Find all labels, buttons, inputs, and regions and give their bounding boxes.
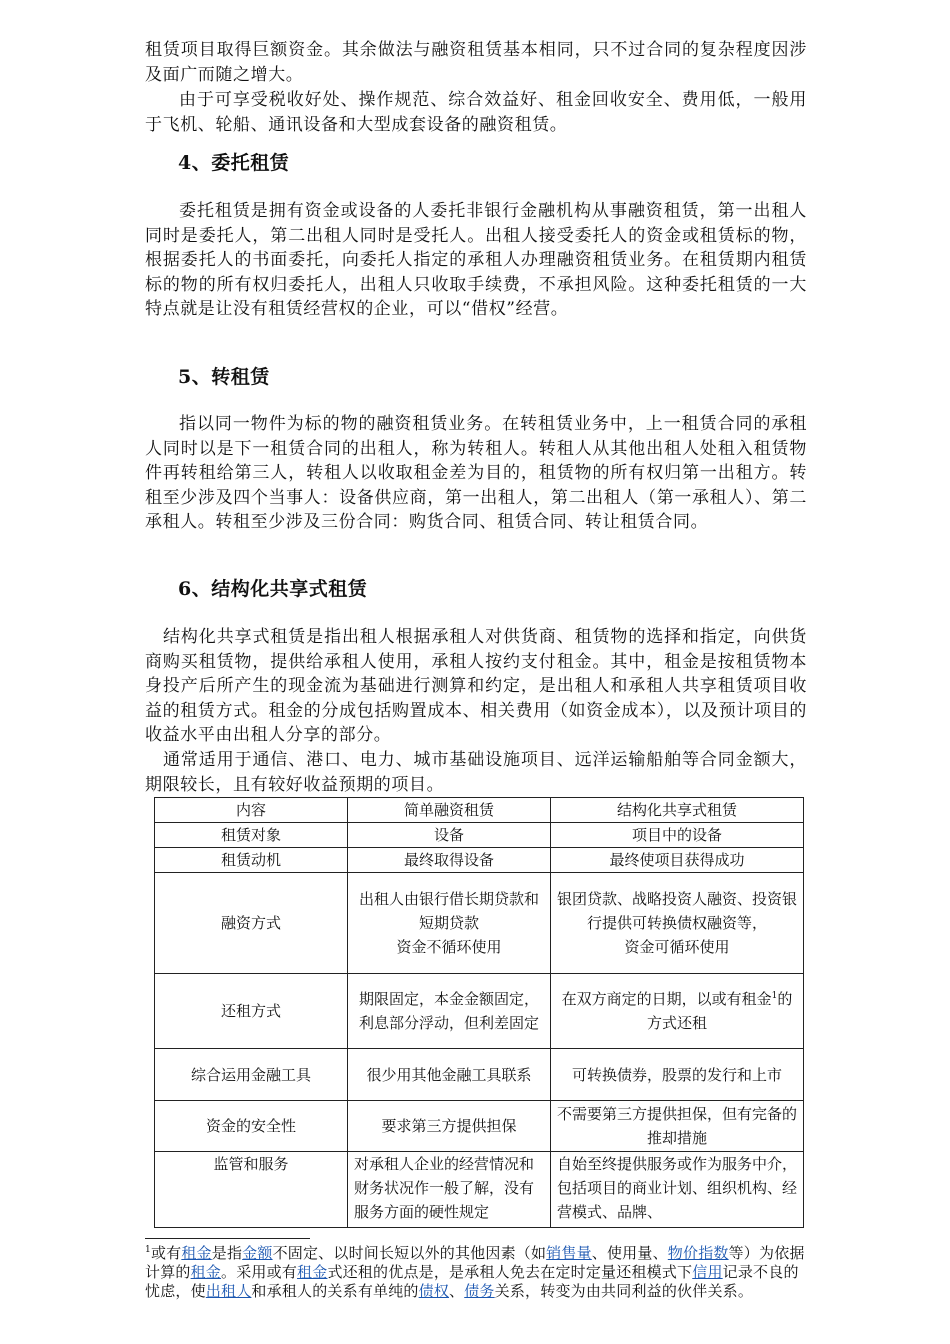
table-cell: 最终使项目获得成功 xyxy=(551,848,804,873)
table-cell-label: 租赁动机 xyxy=(155,848,348,873)
footnote xyxy=(145,1244,805,1301)
footnote-text: 和承租人的关系有单纯的 xyxy=(251,1282,419,1300)
footnote-text: 是指 xyxy=(211,1244,243,1262)
table-cell xyxy=(348,873,551,974)
table-cell-label: 还租方式 xyxy=(155,974,348,1049)
table-cell: 最终取得设备 xyxy=(348,848,551,873)
table-header-cell: 内容 xyxy=(155,798,348,823)
table-row xyxy=(155,873,804,974)
link-price-index[interactable]: 物价指数 xyxy=(667,1244,729,1262)
paragraph-entrusted-leasing: 委托租赁是拥有资金或设备的人委托非银行金融机构从事融资租赁，第一出租人同时是委托人，第二出租人同时是受托人。出租人接受委托人的资金或租赁标的物，根据委托人的书面委托，向委托人指定的承租人办理融资租赁业务。在租赁期内租赁标的物的所有权归委托人，出租人只收取手续费，不承担风险。这种委托租赁的一大特点就是让没有租赁经营权的企业，可以“借权”经营。 xyxy=(145,201,807,320)
cell-line: 资金不循环使用 xyxy=(396,938,502,956)
link-rent[interactable]: 租金 xyxy=(181,1244,212,1262)
footnote-divider xyxy=(145,1238,310,1239)
footnote-text: 、使用量、 xyxy=(591,1244,668,1262)
cell-line: 资金可循环使用 xyxy=(624,938,730,956)
table-header-cell: 结构化共享式租赁 xyxy=(551,798,804,823)
cell-text: 的方式还租 xyxy=(646,990,793,1032)
table-cell-label: 资金的安全性 xyxy=(155,1101,348,1152)
footnote-number: 1 xyxy=(145,1245,151,1255)
footnote-text: 、 xyxy=(449,1282,465,1300)
table-cell-label: 融资方式 xyxy=(155,873,348,974)
link-creditor-rights[interactable]: 债权 xyxy=(418,1282,450,1300)
table-row xyxy=(155,823,804,848)
footnote-marker[interactable]: 1 xyxy=(771,991,778,1001)
paragraph-structured-leasing: 结构化共享式租赁是指出租人根据承租人对供货商、租赁物的选择和指定，向供货商购买租赁物，提供给承租人使用，承租人按约支付租金。其中，租金是按租赁物本身投产后所产生的现金流为基础进行测算和约定，是出租人和承租人共享租赁项目收益的租赁方式。租金的分成包括购置成本、相关费用（如资金成本），以及预计项目的收益水平由出租人分享的部分。 xyxy=(145,627,807,746)
table-cell xyxy=(551,873,804,974)
paragraph-sublease: 指以同一物件为标的物的融资租赁业务。在转租赁业务中，上一租赁合同的承租人同时以是下一租赁合同的出租人，称为转租人。转租人从其他出租人处租入租赁物件再转租给第三人，转租人以收取租金差为目的，租赁物的所有权归第一出租方。转租至少涉及四个当事人：设备供应商，第一出租人，第二出租人（第一承租人）、第二承租人。转租至少涉及三份合同：购货合同、租赁合同、转让租赁合同。 xyxy=(145,414,807,533)
link-rent[interactable]: 租金 xyxy=(190,1263,222,1281)
table-cell: 项目中的设备 xyxy=(551,823,804,848)
paragraph-applicability: 通常适用于通信、港口、电力、城市基础设施项目、远洋运输船舶等合同金额大，期限较长，且有较好收益预期的项目。 xyxy=(145,750,807,795)
table-cell: 可转换债券，股票的发行和上市 xyxy=(551,1049,804,1101)
table-cell: 很少用其他金融工具联系 xyxy=(348,1049,551,1101)
link-amount[interactable]: 金额 xyxy=(242,1244,273,1262)
footnote-text: 关系，转变为由共同利益的伙伴关系。 xyxy=(494,1282,754,1300)
footnote-text: 或有 xyxy=(150,1244,182,1262)
cell-line: 出租人由银行借长期贷款和短期贷款 xyxy=(358,890,539,932)
cell-text: 在双方商定的日期，以或有租金 xyxy=(561,990,772,1008)
table-row xyxy=(155,1101,804,1152)
table-header-row xyxy=(155,798,804,823)
heading-entrusted-leasing: 4、委托租赁 xyxy=(178,152,290,174)
footnote-text: 。采用或有 xyxy=(221,1263,298,1281)
link-lessor[interactable]: 出租人 xyxy=(205,1282,252,1300)
table-cell: 期限固定，本金金额固定，利息部分浮动，但利差固定 xyxy=(348,974,551,1049)
link-debt[interactable]: 债务 xyxy=(464,1282,495,1300)
paragraph-intro: 租赁项目取得巨额资金。其余做法与融资租赁基本相同，只不过合同的复杂程度因涉及面广而随之增大。 xyxy=(145,40,807,85)
table-cell: 设备 xyxy=(348,823,551,848)
table-cell: 要求第三方提供担保 xyxy=(348,1101,551,1152)
table-cell: 对承租人企业的经营情况和财务状况作一般了解，没有服务方面的硬性规定 xyxy=(348,1152,551,1228)
table-row xyxy=(155,848,804,873)
link-sales-volume[interactable]: 销售量 xyxy=(546,1244,592,1262)
cell-line: 银团贷款、战略投资人融资、投资银行提供可转换债权融资等， xyxy=(557,890,798,932)
table-cell-label: 综合运用金融工具 xyxy=(155,1049,348,1101)
table-cell xyxy=(551,974,804,1049)
footnote-text: 式还租的优点是，是承租人免去在定时定量还租模式下 xyxy=(327,1263,693,1281)
heading-structured-leasing: 6、结构化共享式租赁 xyxy=(178,578,368,600)
paragraph-usage: 由于可享受税收好处、操作规范、综合效益好、租金回收安全、费用低，一般用于飞机、轮船、通讯设备和大型成套设备的融资租赁。 xyxy=(145,90,807,135)
table-row xyxy=(155,1049,804,1101)
heading-sublease: 5、转租赁 xyxy=(178,366,270,388)
link-credit[interactable]: 信用 xyxy=(692,1263,723,1281)
table-cell-label: 租赁对象 xyxy=(155,823,348,848)
table-row xyxy=(155,974,804,1049)
table-cell: 自始至终提供服务或作为服务中介，包括项目的商业计划、组织机构、经营模式、品牌、 xyxy=(551,1152,804,1228)
table-cell-label: 监管和服务 xyxy=(155,1152,348,1228)
footnote-text: 不固定、以时间长短以外的其他因素（如 xyxy=(272,1244,547,1262)
footnote-text: 记录不良的忧虑，使 xyxy=(145,1263,799,1300)
table-header-cell: 简单融资租赁 xyxy=(348,798,551,823)
table-cell: 不需要第三方提供担保，但有完备的推却措施 xyxy=(551,1101,804,1152)
table-row xyxy=(155,1152,804,1228)
footnote-text: 等）为依据计算的 xyxy=(145,1244,805,1281)
link-rent[interactable]: 租金 xyxy=(297,1263,328,1281)
comparison-table xyxy=(154,797,804,1228)
